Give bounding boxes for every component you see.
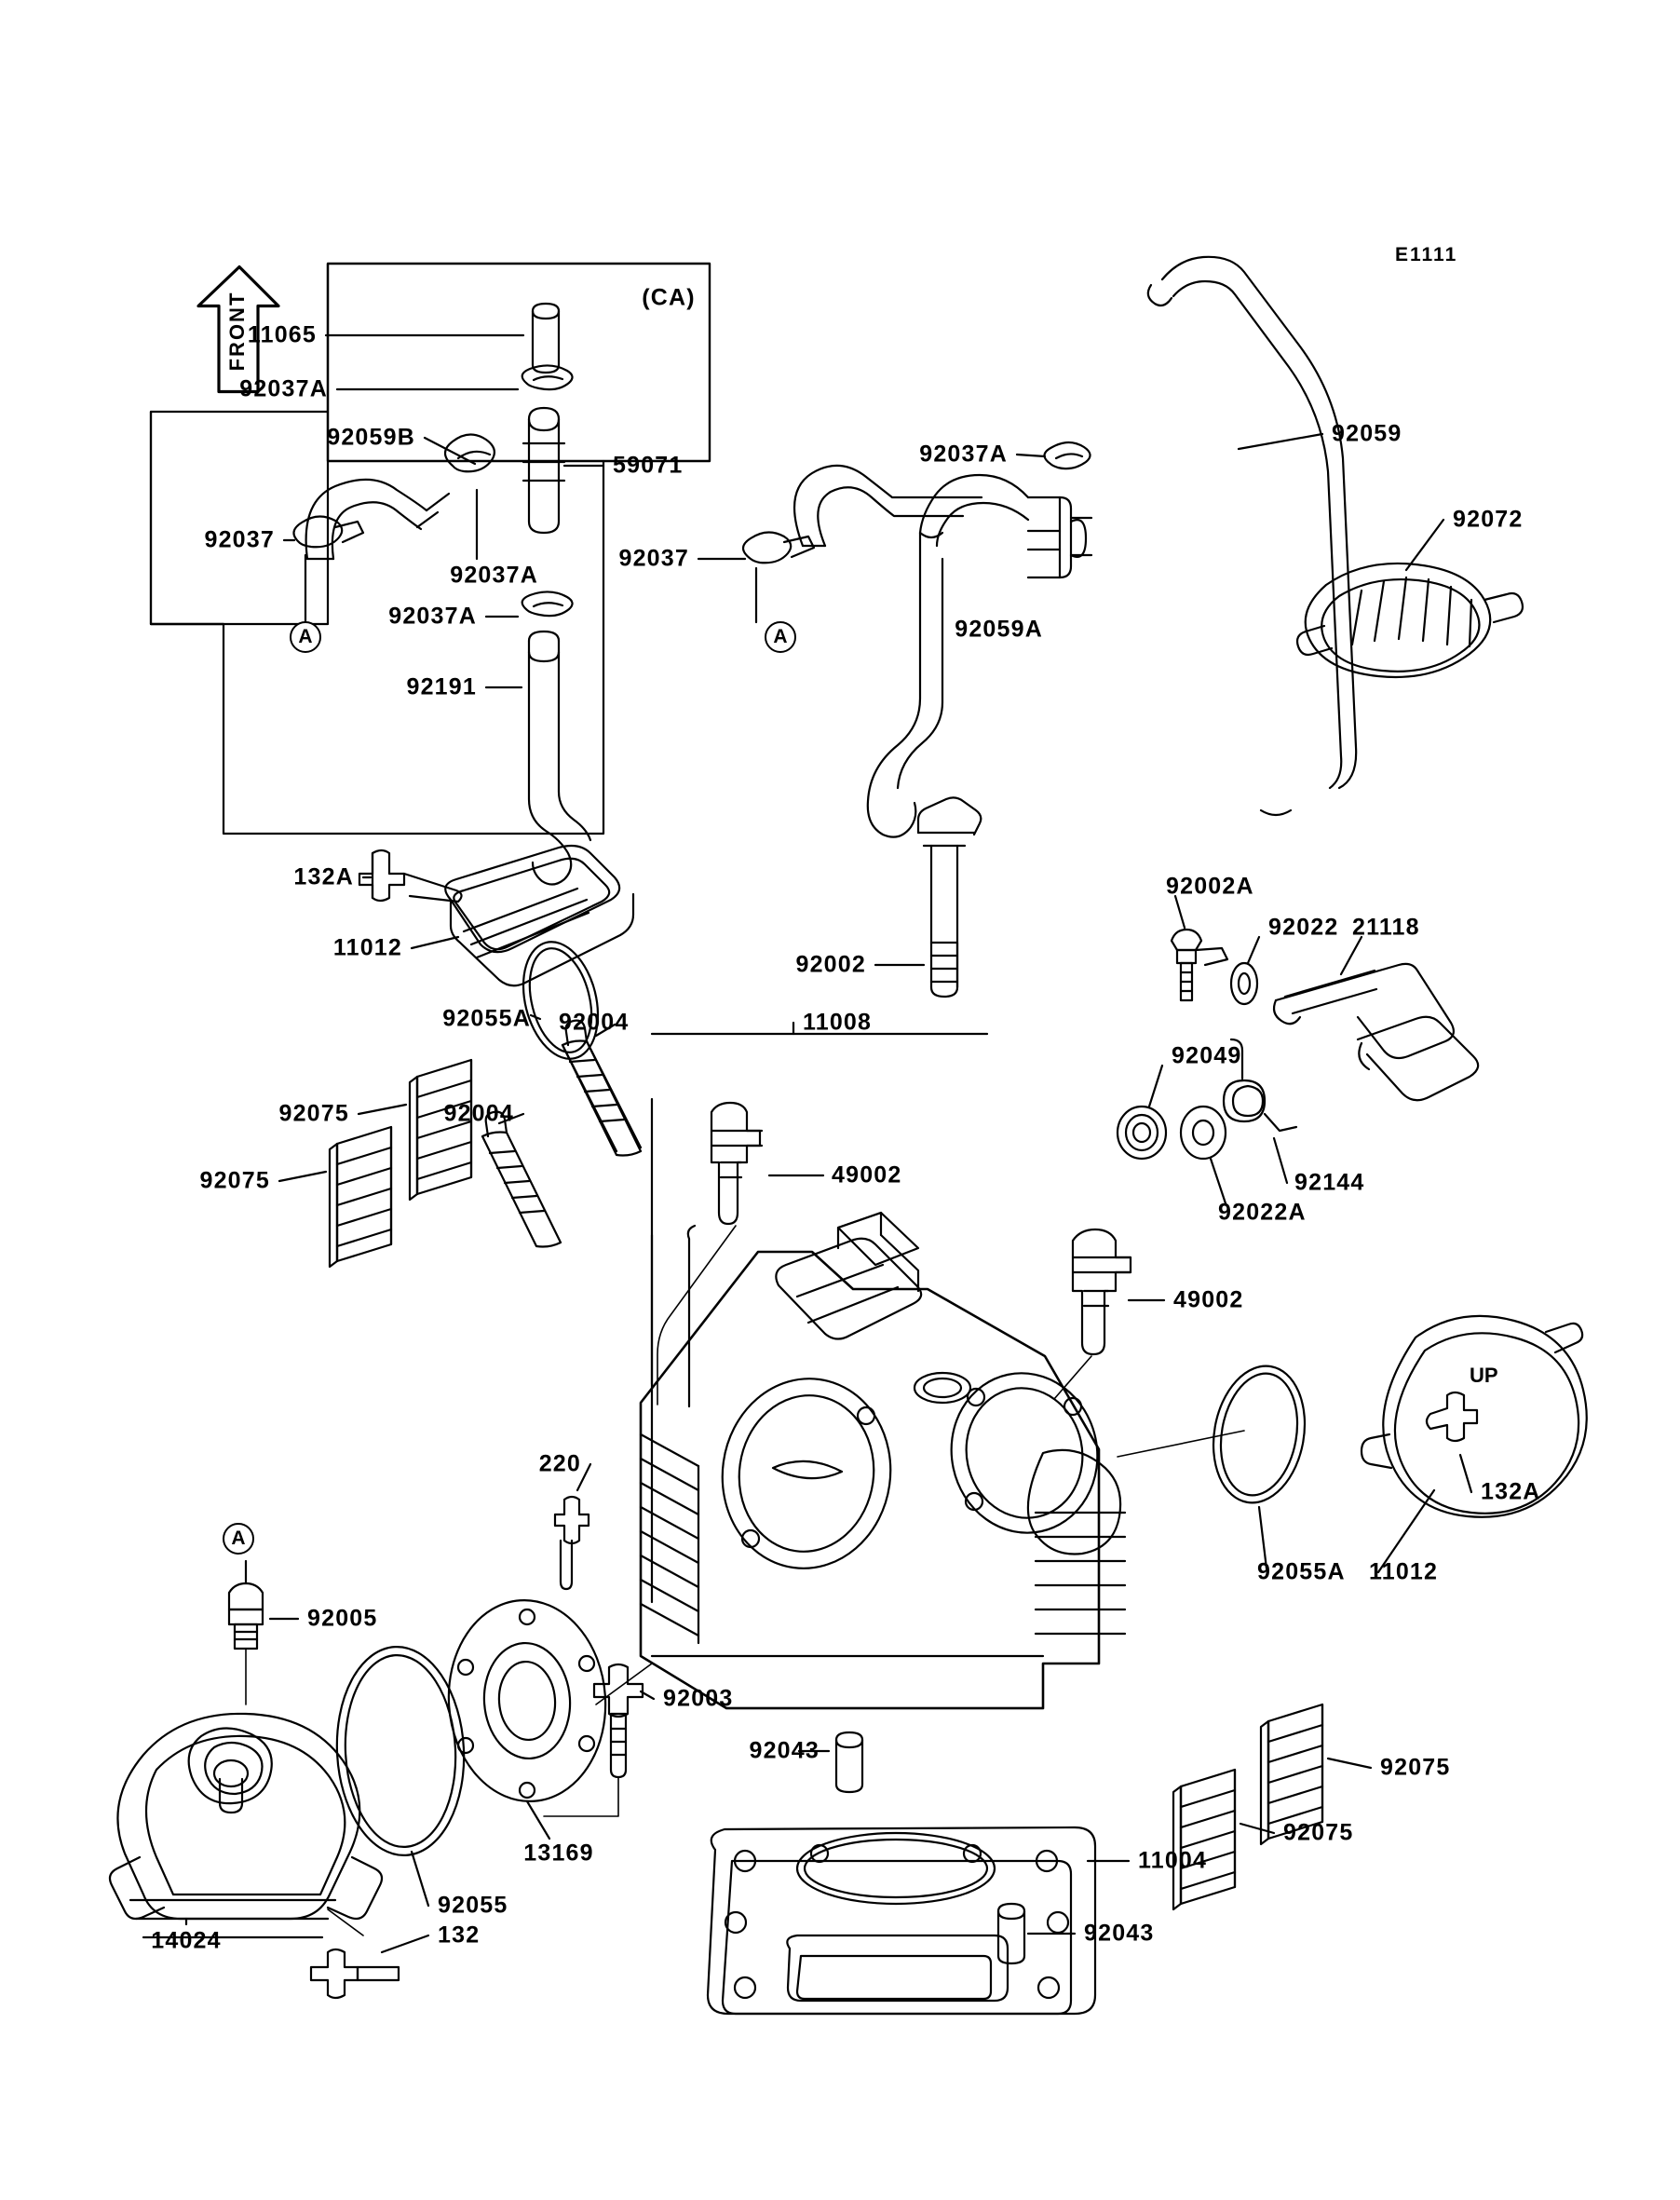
- part-label-132: 132: [438, 1922, 481, 1949]
- ca-note: (CA): [642, 284, 696, 311]
- part-label-92037: 92037: [618, 545, 689, 572]
- part-label-92049: 92049: [1172, 1042, 1242, 1069]
- part-label-92002a: 92002A: [1166, 873, 1254, 900]
- part-label-92144: 92144: [1294, 1169, 1365, 1196]
- part-label-92043: 92043: [749, 1737, 820, 1764]
- part-label-92055: 92055: [438, 1892, 508, 1919]
- part-label-92004: 92004: [443, 1100, 514, 1127]
- part-label-11004: 11004: [1138, 1847, 1208, 1874]
- part-label-92075: 92075: [278, 1100, 349, 1127]
- part-label-92037a: 92037A: [450, 562, 538, 589]
- part-label-92004: 92004: [559, 1009, 630, 1036]
- part-label-13169: 13169: [523, 1840, 594, 1867]
- part-label-92075: 92075: [1283, 1819, 1354, 1846]
- part-label-59071: 59071: [613, 452, 684, 479]
- part-label-92055a: 92055A: [442, 1005, 531, 1032]
- part-label-92022a: 92022A: [1218, 1199, 1307, 1226]
- part-label-92055a: 92055A: [1257, 1558, 1346, 1585]
- part-label-92037a: 92037A: [388, 603, 477, 630]
- ref-circle-a-1: A: [290, 621, 321, 653]
- ref-circle-a-3: A: [223, 1523, 254, 1555]
- part-label-92002: 92002: [795, 951, 866, 978]
- part-label-11065: 11065: [247, 321, 317, 348]
- part-label-11008: 11008: [803, 1009, 873, 1036]
- part-label-49002: 49002: [1173, 1286, 1244, 1313]
- part-label-92075: 92075: [1380, 1754, 1451, 1781]
- part-label-92059b: 92059B: [327, 424, 415, 451]
- part-label-49002: 49002: [832, 1161, 902, 1188]
- part-label-92022: 92022: [1268, 914, 1339, 941]
- part-label-92191: 92191: [406, 673, 477, 700]
- up-marker-text: UP: [1470, 1364, 1498, 1387]
- part-label-11012: 11012: [1369, 1558, 1439, 1585]
- part-label-92059a: 92059A: [955, 616, 1043, 643]
- sheet-code: E1111: [1395, 244, 1458, 265]
- part-label-92059: 92059: [1332, 420, 1402, 447]
- part-label-92003: 92003: [663, 1685, 734, 1712]
- part-label-92043: 92043: [1084, 1920, 1155, 1947]
- part-label-92037: 92037: [204, 526, 275, 553]
- part-label-11012: 11012: [332, 934, 402, 961]
- part-label-92037a: 92037A: [239, 375, 328, 402]
- part-label-92005: 92005: [307, 1605, 378, 1632]
- ref-circle-a-2: A: [765, 621, 796, 653]
- part-label-132a: 132A: [1481, 1478, 1541, 1505]
- front-label: FRONT: [225, 291, 249, 371]
- part-label-92075: 92075: [199, 1167, 270, 1194]
- part-label-14024: 14024: [151, 1927, 222, 1954]
- part-label-132a: 132A: [293, 863, 354, 890]
- part-label-92072: 92072: [1453, 506, 1524, 533]
- part-label-21118: 21118: [1352, 914, 1420, 941]
- part-label-92037a: 92037A: [919, 441, 1008, 468]
- part-label-220: 220: [538, 1450, 581, 1477]
